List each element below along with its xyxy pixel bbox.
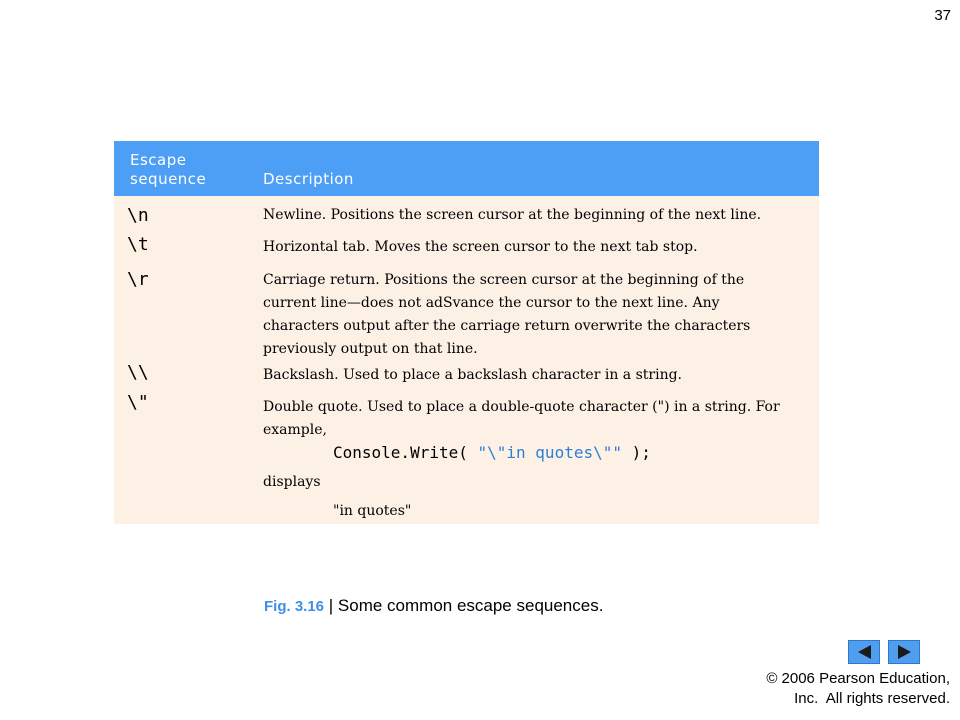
- description-line: example,: [263, 422, 327, 438]
- copyright-notice: [766, 669, 950, 709]
- caption-separator: |: [324, 596, 338, 615]
- code-suffix: );: [622, 443, 651, 462]
- triangle-right-icon: [889, 641, 919, 663]
- description-line: Backslash. Used to place a backslash character in a string.: [263, 367, 682, 383]
- description-cell: [263, 236, 813, 259]
- escape-sequence-cell: \n: [127, 205, 149, 226]
- displays-label: displays: [263, 474, 321, 490]
- copyright-line: Inc. All rights reserved.: [794, 690, 950, 707]
- description-line: current line—does not adSvance the cursor to the next line. Any: [263, 295, 720, 311]
- description-line: Double quote. Used to place a double-quote character (") in a string. For: [263, 399, 780, 415]
- next-slide-button[interactable]: [888, 640, 920, 664]
- triangle-left-icon: [849, 641, 879, 663]
- escape-sequence-cell: \t: [127, 234, 149, 255]
- previous-slide-button[interactable]: [848, 640, 880, 664]
- description-line: Horizontal tab. Moves the screen cursor to the next tab stop.: [263, 239, 698, 255]
- escape-sequence-cell: \\: [127, 362, 149, 383]
- slide-navigation: [848, 640, 920, 664]
- column-header-description: Description: [263, 170, 354, 188]
- escape-sequence-cell: \r: [127, 269, 149, 290]
- description-cell: [263, 364, 813, 387]
- description-cell: [263, 204, 813, 227]
- description-line: characters output after the carriage return overwrite the characters: [263, 318, 751, 334]
- column-header-line: sequence: [130, 170, 207, 188]
- figure-label: Fig. 3.16: [264, 598, 325, 615]
- figure-caption: [264, 596, 603, 616]
- code-string-literal: "\"in quotes\"": [477, 443, 622, 462]
- escape-sequence-table: [114, 141, 819, 524]
- example-output: "in quotes": [333, 503, 412, 519]
- code-example: [333, 443, 651, 462]
- description-line: Carriage return. Positions the screen cursor at the beginning of the: [263, 272, 745, 288]
- caption-text: Some common escape sequences.: [337, 596, 604, 615]
- copyright-line: © 2006 Pearson Education,: [766, 670, 950, 687]
- column-header-line: Escape: [130, 151, 187, 169]
- table-header: [114, 141, 819, 196]
- description-cell: [263, 269, 813, 361]
- column-header-escape-sequence: [130, 151, 206, 189]
- code-prefix: Console.Write(: [333, 443, 478, 462]
- description-line: previously output on that line.: [263, 341, 478, 357]
- description-line: Newline. Positions the screen cursor at the beginning of the next line.: [263, 207, 762, 223]
- description-cell: [263, 396, 813, 442]
- escape-sequence-cell: \": [127, 392, 149, 413]
- page-number: 37: [934, 7, 951, 24]
